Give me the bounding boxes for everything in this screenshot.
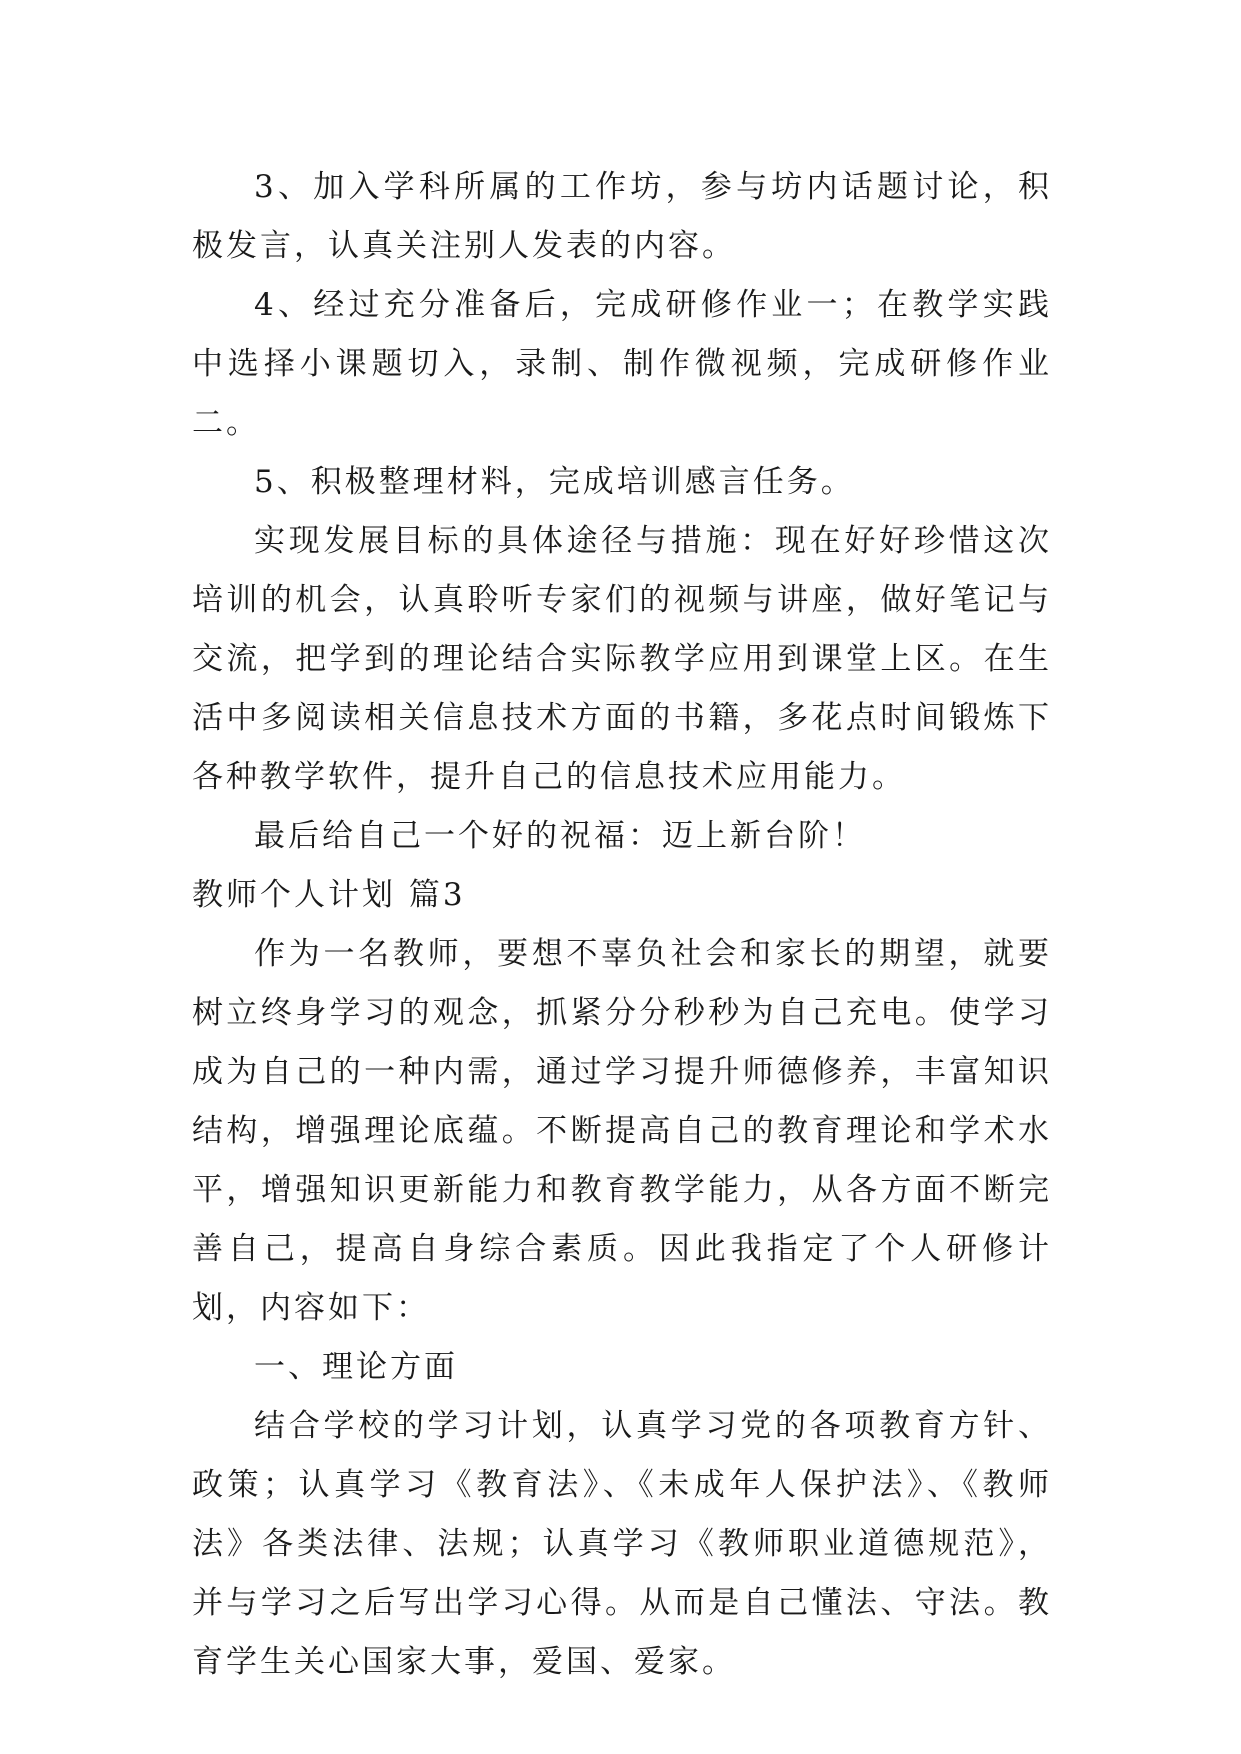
paragraph-item-3: 3、加入学科所属的工作坊，参与坊内话题讨论，积极发言，认真关注别人发表的内容。 (192, 169, 1052, 264)
subheading-theory: 一、理论方面 (254, 1349, 458, 1385)
paragraph-blessing: 最后给自己一个好的祝福：迈上新台阶！ (254, 818, 866, 854)
paragraph-theory: 结合学校的学习计划，认真学习党的各项教育方针、政策；认真学习《教育法》、《未成年人保护法》、《教师法》各类法律、法规；认真学习《教师职业道德规范》，并与学习之后写出学习心得。从而是自己懂法、守法。教育学生关心国家大事，爱国、爱家。 (192, 1408, 1052, 1680)
paragraph-item-5: 5、积极整理材料，完成培训感言任务。 (254, 464, 855, 500)
paragraph-item-4: 4、经过充分准备后，完成研修作业一；在教学实践中选择小课题切入，录制、制作微视频，完成研修作业二。 (192, 287, 1052, 441)
section-heading: 教师个人计划 篇3 (192, 877, 466, 913)
paragraph-approach: 实现发展目标的具体途径与措施：现在好好珍惜这次培训的机会，认真聆听专家们的视频与讲座，做好笔记与交流，把学到的理论结合实际教学应用到课堂上区。在生活中多阅读相关信息技术方面的书籍，多花点时间锻炼下各种教学软件，提升自己的信息技术应用能力。 (192, 523, 1052, 795)
paragraph-intro: 作为一名教师，要想不辜负社会和家长的期望，就要树立终身学习的观念，抓紧分分秒秒为自己充电。使学习成为自己的一种内需，通过学习提升师德修养，丰富知识结构，增强理论底蕴。不断提高自己的教育理论和学术水平，增强知识更新能力和教育教学能力，从各方面不断完善自己，提高自身综合素质。因此我指定了个人研修计划，内容如下： (192, 936, 1052, 1326)
document-body (192, 158, 1052, 1692)
